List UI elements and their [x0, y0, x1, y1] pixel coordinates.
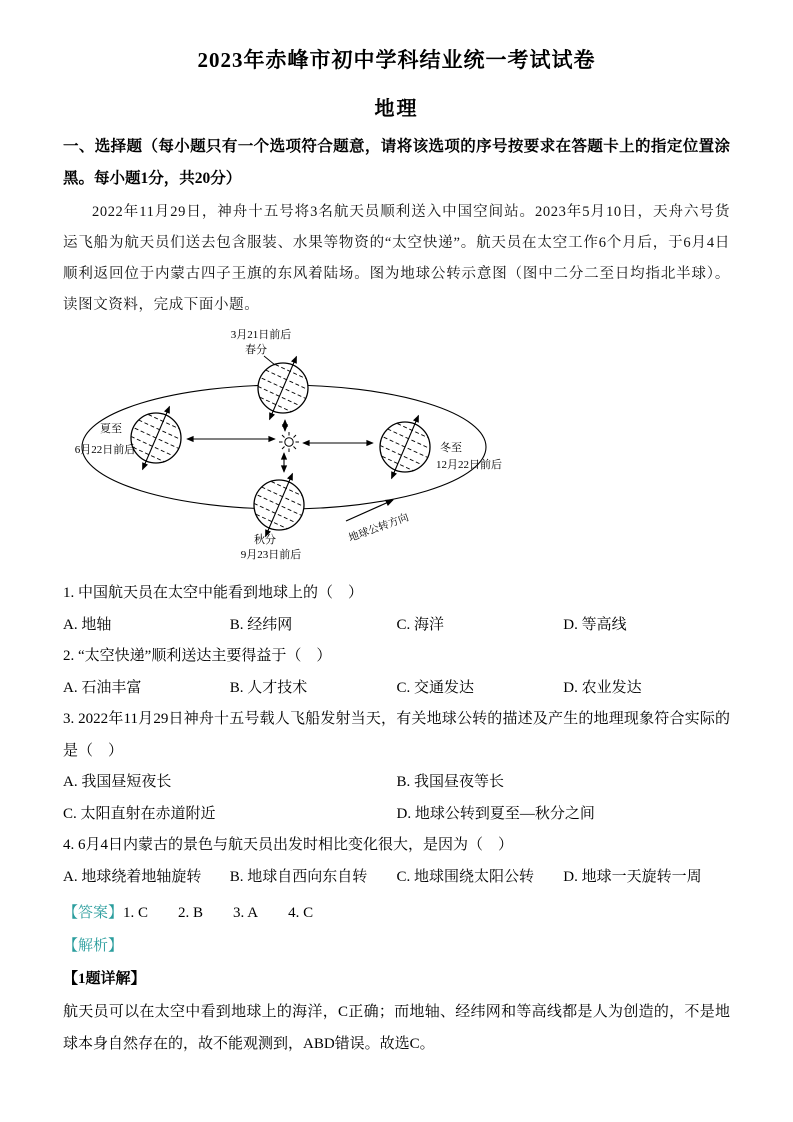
orbit-direction	[346, 500, 410, 544]
paper-title: 2023年赤峰市初中学科结业统一考试试卷	[197, 48, 596, 72]
detail-1-heading: 【1题详解】	[63, 971, 146, 988]
answer-item-2: 2. B	[178, 905, 204, 922]
answer-label: 【答案】	[63, 905, 124, 922]
autumn-label: 秋分	[254, 534, 276, 547]
spring-label: 春分	[245, 344, 267, 357]
question-2-options	[63, 673, 730, 705]
answer-item-4: 4. C	[288, 905, 314, 922]
earth-globe-summer	[121, 407, 191, 470]
earth-globe-winter	[370, 416, 440, 479]
question-3-options	[63, 767, 730, 830]
summer-date-label: 6月22日前后	[74, 444, 136, 457]
question-4-stem: 4. 6月4日内蒙古的景色与航天员出发时相比变化很大，是因为（ ）	[63, 837, 514, 854]
paper-subject: 地理	[374, 98, 419, 120]
question-4-option-b: B. 地球自西向东自转	[229, 868, 368, 885]
autumn-date-label: 9月23日前后	[240, 549, 302, 562]
summer-label: 夏至	[100, 423, 122, 436]
question-1-options	[63, 610, 730, 642]
question-1-option-c: C. 海洋	[396, 616, 445, 633]
sun-icon	[279, 432, 299, 452]
question-2-option-b: B. 人才技术	[229, 679, 308, 696]
question-4-option-a: A. 地球绕着地轴旋转	[63, 868, 202, 885]
question-4	[63, 830, 730, 893]
question-2-option-a: A. 石油丰富	[63, 679, 142, 696]
earth-revolution-diagram	[63, 325, 525, 567]
question-3-stem: 3. 2022年11月29日神舟十五号载人飞船发射当天，有关地球公转的描述及产生的地理现象符合实际的是（ ）	[63, 711, 730, 759]
question-3-option-c: C. 太阳直射在赤道附近	[63, 805, 216, 822]
question-2-option-c: C. 交通发达	[396, 679, 475, 696]
sun-earth-arrows	[187, 420, 373, 472]
question-1-option-a: A. 地轴	[63, 616, 112, 633]
question-4-options	[63, 862, 730, 894]
spring-date-label: 3月21日前后	[230, 329, 292, 342]
question-2-option-d: D. 农业发达	[563, 679, 642, 696]
earth-globe-spring	[248, 357, 318, 420]
question-1-option-b: B. 经纬网	[229, 616, 293, 633]
answer-item-1: 1. C	[123, 905, 149, 922]
analysis-label: 【解析】	[63, 938, 124, 955]
spring-leader-line	[264, 356, 275, 365]
question-1	[63, 578, 730, 641]
earth-revolution-figure	[63, 325, 730, 572]
question-2	[63, 641, 730, 704]
question-3-option-d: D. 地球公转到夏至—秋分之间	[396, 805, 595, 822]
question-4-option-d: D. 地球一天旋转一周	[563, 868, 702, 885]
question-2-stem: 2. “太空快递”顺利送达主要得益于（ ）	[63, 648, 332, 665]
question-3-option-b: B. 我国昼夜等长	[396, 774, 505, 791]
detail-1-text: 航天员可以在太空中看到地球上的海洋，C正确；而地轴、经纬网和等高线都是人为创造的，不是地球本身自然存在的，故不能观测到，ABD错误。故选C。	[63, 1004, 730, 1053]
winter-label: 冬至	[440, 442, 462, 455]
passage-text: 2022年11月29日，神舟十五号将3名航天员顺利送入中国空间站。2023年5月10日，天舟六号货运飞船为航天员们送去包含服装、水果等物资的“太空快递”。航天员在太空工作6个月后，于6月4日顺利返回位于内蒙古四子王旗的东风着陆场。图为地球公转示意图（图中二分二至日均指北半球）。读图文资料，完成下面小题。	[63, 203, 730, 314]
answer-item-3: 3. A	[233, 905, 259, 922]
question-1-stem: 1. 中国航天员在太空中能看到地球上的（ ）	[63, 585, 364, 602]
question-3	[63, 704, 730, 830]
winter-date-label: 12月22日前后	[436, 459, 502, 472]
question-4-option-c: C. 地球围绕太阳公转	[396, 868, 535, 885]
question-3-option-a: A. 我国昼短夜长	[63, 774, 172, 791]
orbit-direction-label: 地球公转方向	[347, 512, 411, 545]
answer-row	[63, 897, 730, 930]
question-1-option-d: D. 等高线	[563, 616, 627, 633]
section-one-heading: 一、选择题（每小题只有一个选项符合题意，请将该选项的序号按要求在答题卡上的指定位置涂黑。每小题1分，共20分）	[63, 138, 730, 187]
earth-globe-autumn	[244, 474, 314, 537]
